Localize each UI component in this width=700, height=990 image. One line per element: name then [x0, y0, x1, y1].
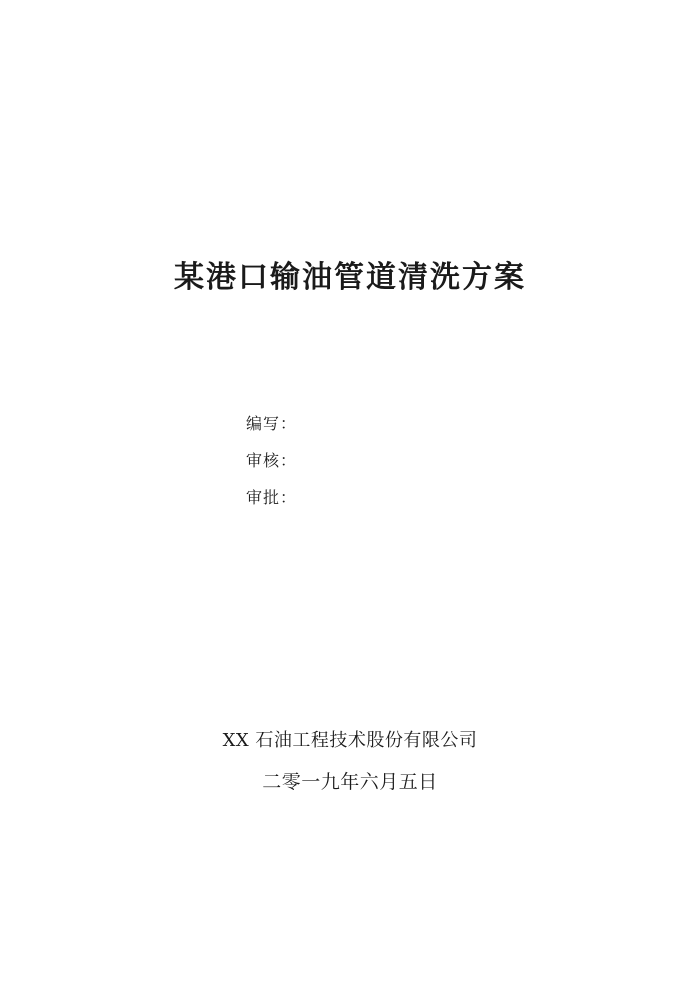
footer-block [0, 726, 700, 794]
signature-label-reviewer: 审核： [246, 451, 298, 470]
signature-block [246, 404, 393, 515]
document-date: 二零一九年六月五日 [262, 771, 438, 793]
company-name: XX 石油工程技术股份有限公司 [222, 730, 478, 751]
signature-row-reviewer [246, 441, 393, 478]
signature-label-approver: 审批： [246, 488, 298, 507]
document-title: 某港口输油管道清洗方案 [174, 260, 526, 295]
signature-label-author: 编写： [246, 414, 298, 433]
signature-row-approver [246, 478, 393, 515]
signature-row-author [246, 404, 393, 441]
